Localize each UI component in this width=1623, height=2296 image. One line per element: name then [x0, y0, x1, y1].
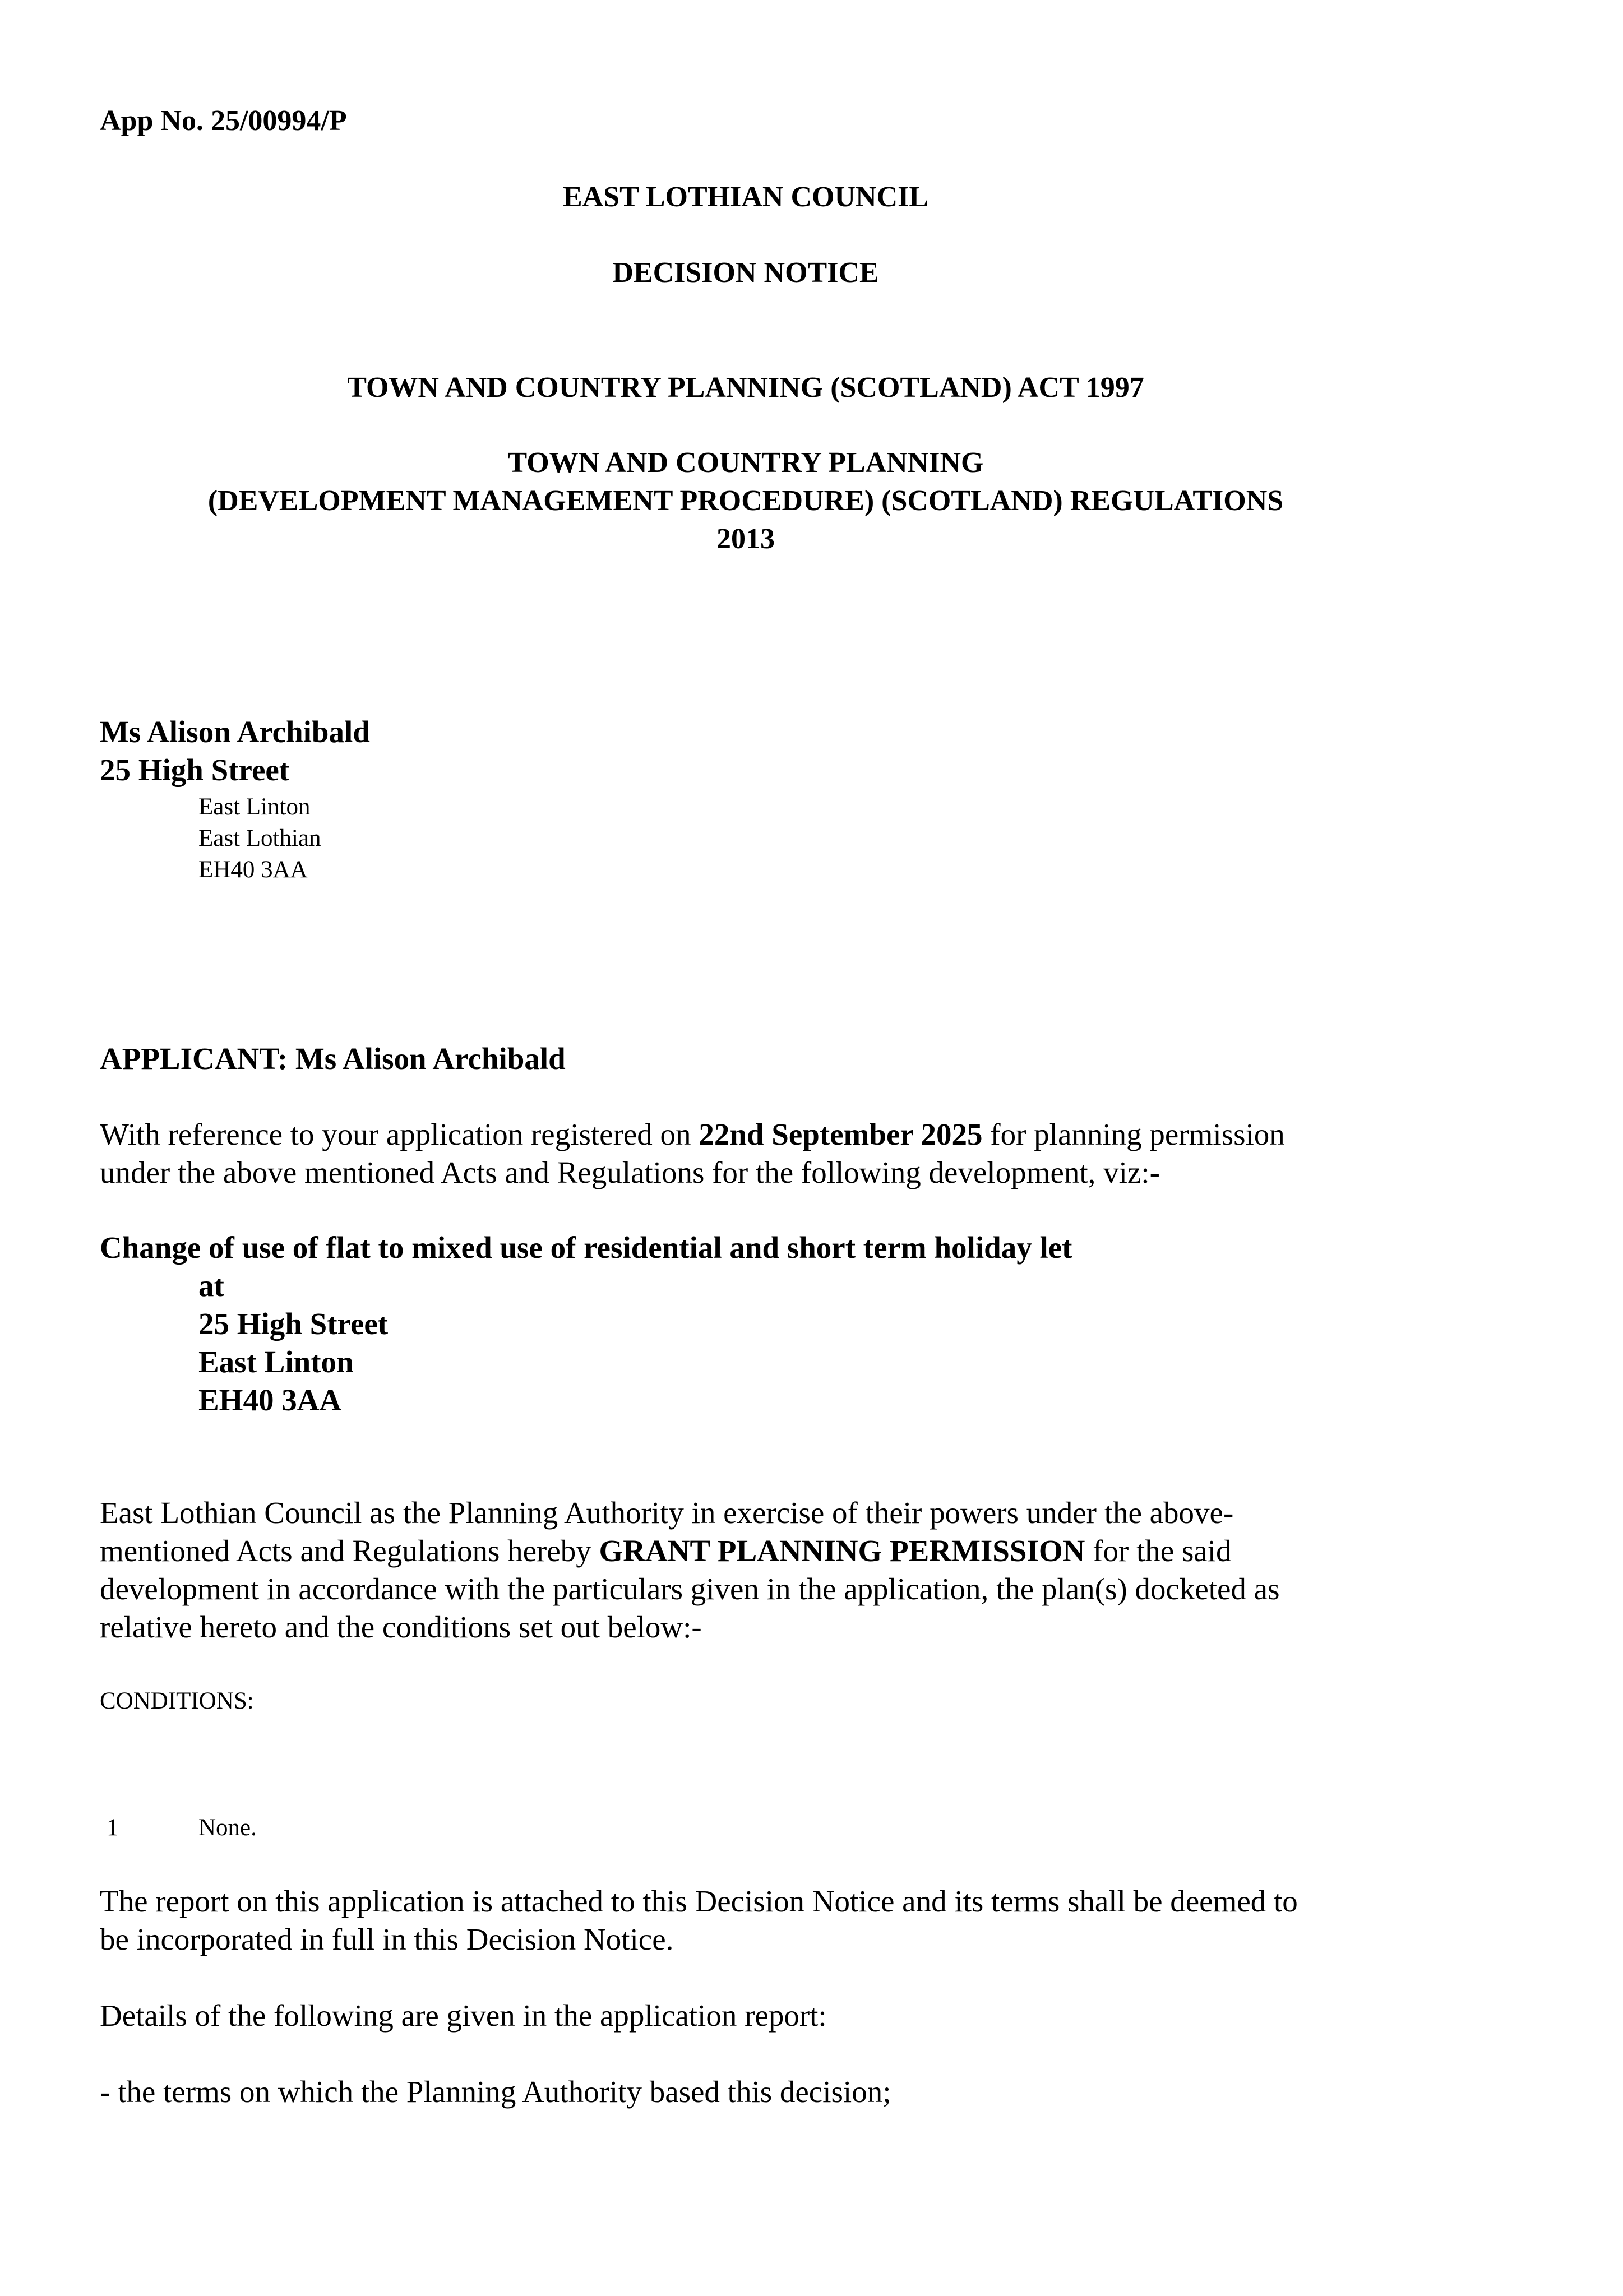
council-name: EAST LOTHIAN COUNCIL — [562, 181, 929, 213]
development-text: Change of use of flat to mixed use of residential and short term holiday let — [100, 1230, 1072, 1265]
development-postcode: EH40 3AA — [198, 1383, 342, 1417]
reference-line-1 — [100, 1115, 1285, 1154]
application-number: App No. 25/00994/P — [100, 105, 347, 137]
development-town: East Linton — [198, 1345, 354, 1379]
applicant-line: APPLICANT: Ms Alison Archibald — [100, 1041, 566, 1076]
decision-line-2-start: mentioned Acts and Regulations hereby — [100, 1534, 599, 1568]
decision-line-2-end: for the said — [1085, 1534, 1232, 1568]
decision-line-2 — [100, 1532, 1232, 1570]
reference-text-end: for planning permission — [982, 1117, 1285, 1151]
reference-line-2: under the above mentioned Acts and Regulations for the following development, viz:- — [100, 1155, 1160, 1189]
recipient-name: Ms Alison Archibald — [100, 715, 370, 749]
recipient-postcode: EH40 3AA — [198, 857, 308, 883]
report-line-2: be incorporated in full in this Decision Notice. — [100, 1922, 674, 1956]
report-line-1: The report on this application is attached to this Decision Notice and its terms shall be deemed to — [100, 1884, 1298, 1918]
recipient-region: East Lothian — [198, 825, 321, 851]
regulations-line-2: (DEVELOPMENT MANAGEMENT PROCEDURE) (SCOTLAND) REGULATIONS — [207, 485, 1284, 517]
development-at: at — [198, 1269, 224, 1303]
regulations-line-1: TOWN AND COUNTRY PLANNING — [507, 447, 984, 479]
conditions-heading: CONDITIONS: — [100, 1688, 254, 1714]
condition-text: None. — [198, 1814, 257, 1841]
decision-line-3: development in accordance with the particulars given in the application, the plan(s) docketed as — [100, 1572, 1280, 1606]
notice-title: DECISION NOTICE — [612, 257, 879, 289]
reference-text-start: With reference to your application registered on — [100, 1117, 699, 1151]
condition-number: 1 — [107, 1814, 119, 1841]
details-item: - the terms on which the Planning Authority based this decision; — [100, 2075, 891, 2109]
details-intro: Details of the following are given in the application report: — [100, 1998, 827, 2033]
registration-date: 22nd September 2025 — [699, 1117, 983, 1151]
recipient-street: 25 High Street — [100, 753, 290, 787]
grant-permission-text: GRANT PLANNING PERMISSION — [599, 1534, 1085, 1568]
act-title: TOWN AND COUNTRY PLANNING (SCOTLAND) ACT 1997 — [347, 372, 1144, 404]
recipient-town: East Linton — [198, 794, 311, 820]
decision-line-4: relative hereto and the conditions set out below:- — [100, 1610, 702, 1644]
regulations-line-3: 2013 — [716, 523, 775, 555]
development-street: 25 High Street — [198, 1307, 389, 1341]
decision-line-1: East Lothian Council as the Planning Authority in exercise of their powers under the above- — [100, 1496, 1234, 1530]
